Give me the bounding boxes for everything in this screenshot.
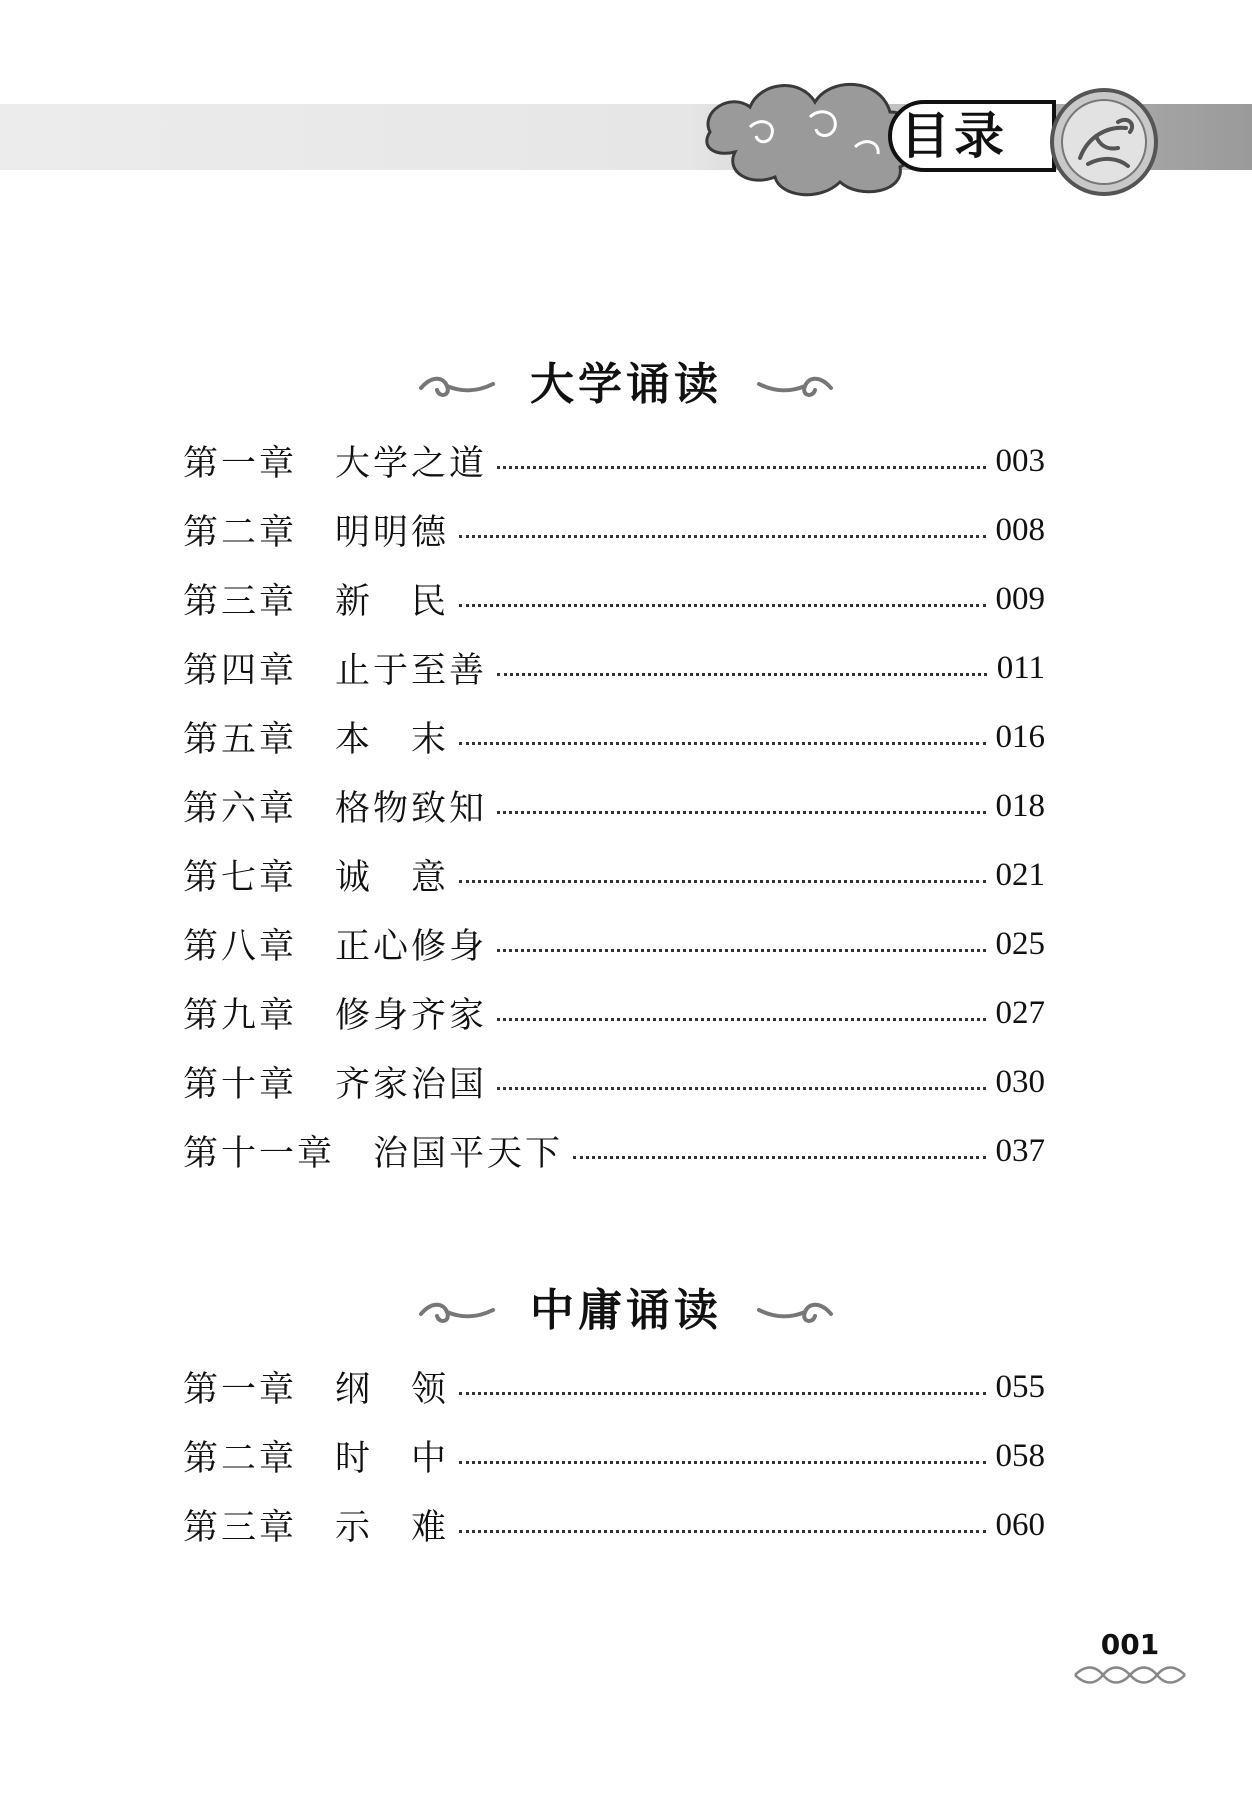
toc-leader <box>459 604 985 607</box>
section-title-daxue <box>0 352 1252 412</box>
toc-leader <box>459 880 985 883</box>
toc-entry[interactable] <box>183 1362 1045 1412</box>
toc-leader <box>497 466 985 469</box>
swirl-right-icon <box>755 370 835 400</box>
toc-entry[interactable] <box>183 436 1045 486</box>
toc-chapter: 第三章 <box>183 1508 298 1548</box>
toc-title: 大学之道 <box>335 444 488 484</box>
toc-page: 009 <box>995 580 1045 617</box>
toc-leader <box>459 1530 985 1533</box>
toc-entry[interactable] <box>183 643 1045 693</box>
section-title-text: 大学诵读 <box>530 358 722 410</box>
swirl-left-icon <box>417 1296 497 1326</box>
toc-page: 055 <box>995 1368 1045 1405</box>
toc-entry[interactable] <box>183 712 1045 762</box>
page-number: 001 <box>1100 1628 1160 1661</box>
toc-page: 037 <box>995 1132 1045 1169</box>
toc-chapter: 第九章 <box>183 996 298 1036</box>
toc-title: 止于至善 <box>335 651 488 691</box>
toc-title: 齐家治国 <box>335 1065 488 1105</box>
toc-page: 011 <box>996 649 1045 686</box>
toc-entry[interactable] <box>183 1057 1045 1107</box>
toc-page: 008 <box>995 511 1045 548</box>
toc-chapter: 第十一章 <box>183 1134 336 1174</box>
toc-title: 治国平天下 <box>373 1134 564 1174</box>
toc-page: 060 <box>995 1506 1045 1543</box>
section-title-zhongyong <box>0 1278 1252 1338</box>
toc-leader <box>497 811 985 814</box>
toc-leader <box>459 1392 985 1395</box>
toc-title: 时 中 <box>335 1439 450 1479</box>
page-title: 目录 <box>900 107 1008 165</box>
toc-leader <box>459 742 985 745</box>
toc-leader <box>459 1461 985 1464</box>
toc-entry[interactable] <box>183 1126 1045 1176</box>
toc-title: 示 难 <box>335 1508 450 1548</box>
toc-entry[interactable] <box>183 781 1045 831</box>
toc-entry[interactable] <box>183 850 1045 900</box>
toc-leader <box>459 535 985 538</box>
swirl-right-icon <box>755 1296 835 1326</box>
toc-chapter: 第二章 <box>183 513 298 553</box>
section-title-text: 中庸诵读 <box>530 1284 722 1336</box>
swirl-left-icon <box>417 370 497 400</box>
toc-entry[interactable] <box>183 1500 1045 1550</box>
toc-leader <box>497 673 987 676</box>
toc-title: 新 民 <box>335 582 450 622</box>
toc-chapter: 第四章 <box>183 651 298 691</box>
toc-page: 003 <box>995 442 1045 479</box>
toc-leader <box>573 1156 985 1159</box>
toc-title: 修身齐家 <box>335 996 488 1036</box>
toc-title: 诚 意 <box>335 858 450 898</box>
toc-title: 纲 领 <box>335 1370 450 1410</box>
toc-chapter: 第十章 <box>183 1065 298 1105</box>
toc-chapter: 第六章 <box>183 789 298 829</box>
toc-leader <box>497 1018 985 1021</box>
toc-chapter: 第五章 <box>183 720 298 760</box>
toc-chapter: 第八章 <box>183 927 298 967</box>
toc-title: 本 末 <box>335 720 450 760</box>
toc-page: 030 <box>995 1063 1045 1100</box>
knot-ornament-icon <box>1073 1663 1187 1687</box>
toc-entry[interactable] <box>183 919 1045 969</box>
toc-chapter: 第二章 <box>183 1439 298 1479</box>
toc-page: 021 <box>995 856 1045 893</box>
toc-title: 明明德 <box>335 513 450 553</box>
toc-page: 016 <box>995 718 1045 755</box>
toc-page: 027 <box>995 994 1045 1031</box>
toc-page: 025 <box>995 925 1045 962</box>
crane-emblem-icon <box>1048 86 1160 198</box>
toc-chapter: 第一章 <box>183 444 298 484</box>
toc-entry[interactable] <box>183 988 1045 1038</box>
toc-chapter: 第三章 <box>183 582 298 622</box>
toc-page: 018 <box>995 787 1045 824</box>
toc-entry[interactable] <box>183 505 1045 555</box>
toc-entry[interactable] <box>183 574 1045 624</box>
toc-leader <box>497 1087 985 1090</box>
toc-chapter: 第七章 <box>183 858 298 898</box>
toc-page: 058 <box>995 1437 1045 1474</box>
toc-title: 正心修身 <box>335 927 488 967</box>
toc-leader <box>497 949 985 952</box>
toc-entry[interactable] <box>183 1431 1045 1481</box>
toc-title: 格物致知 <box>335 789 488 829</box>
toc-chapter: 第一章 <box>183 1370 298 1410</box>
